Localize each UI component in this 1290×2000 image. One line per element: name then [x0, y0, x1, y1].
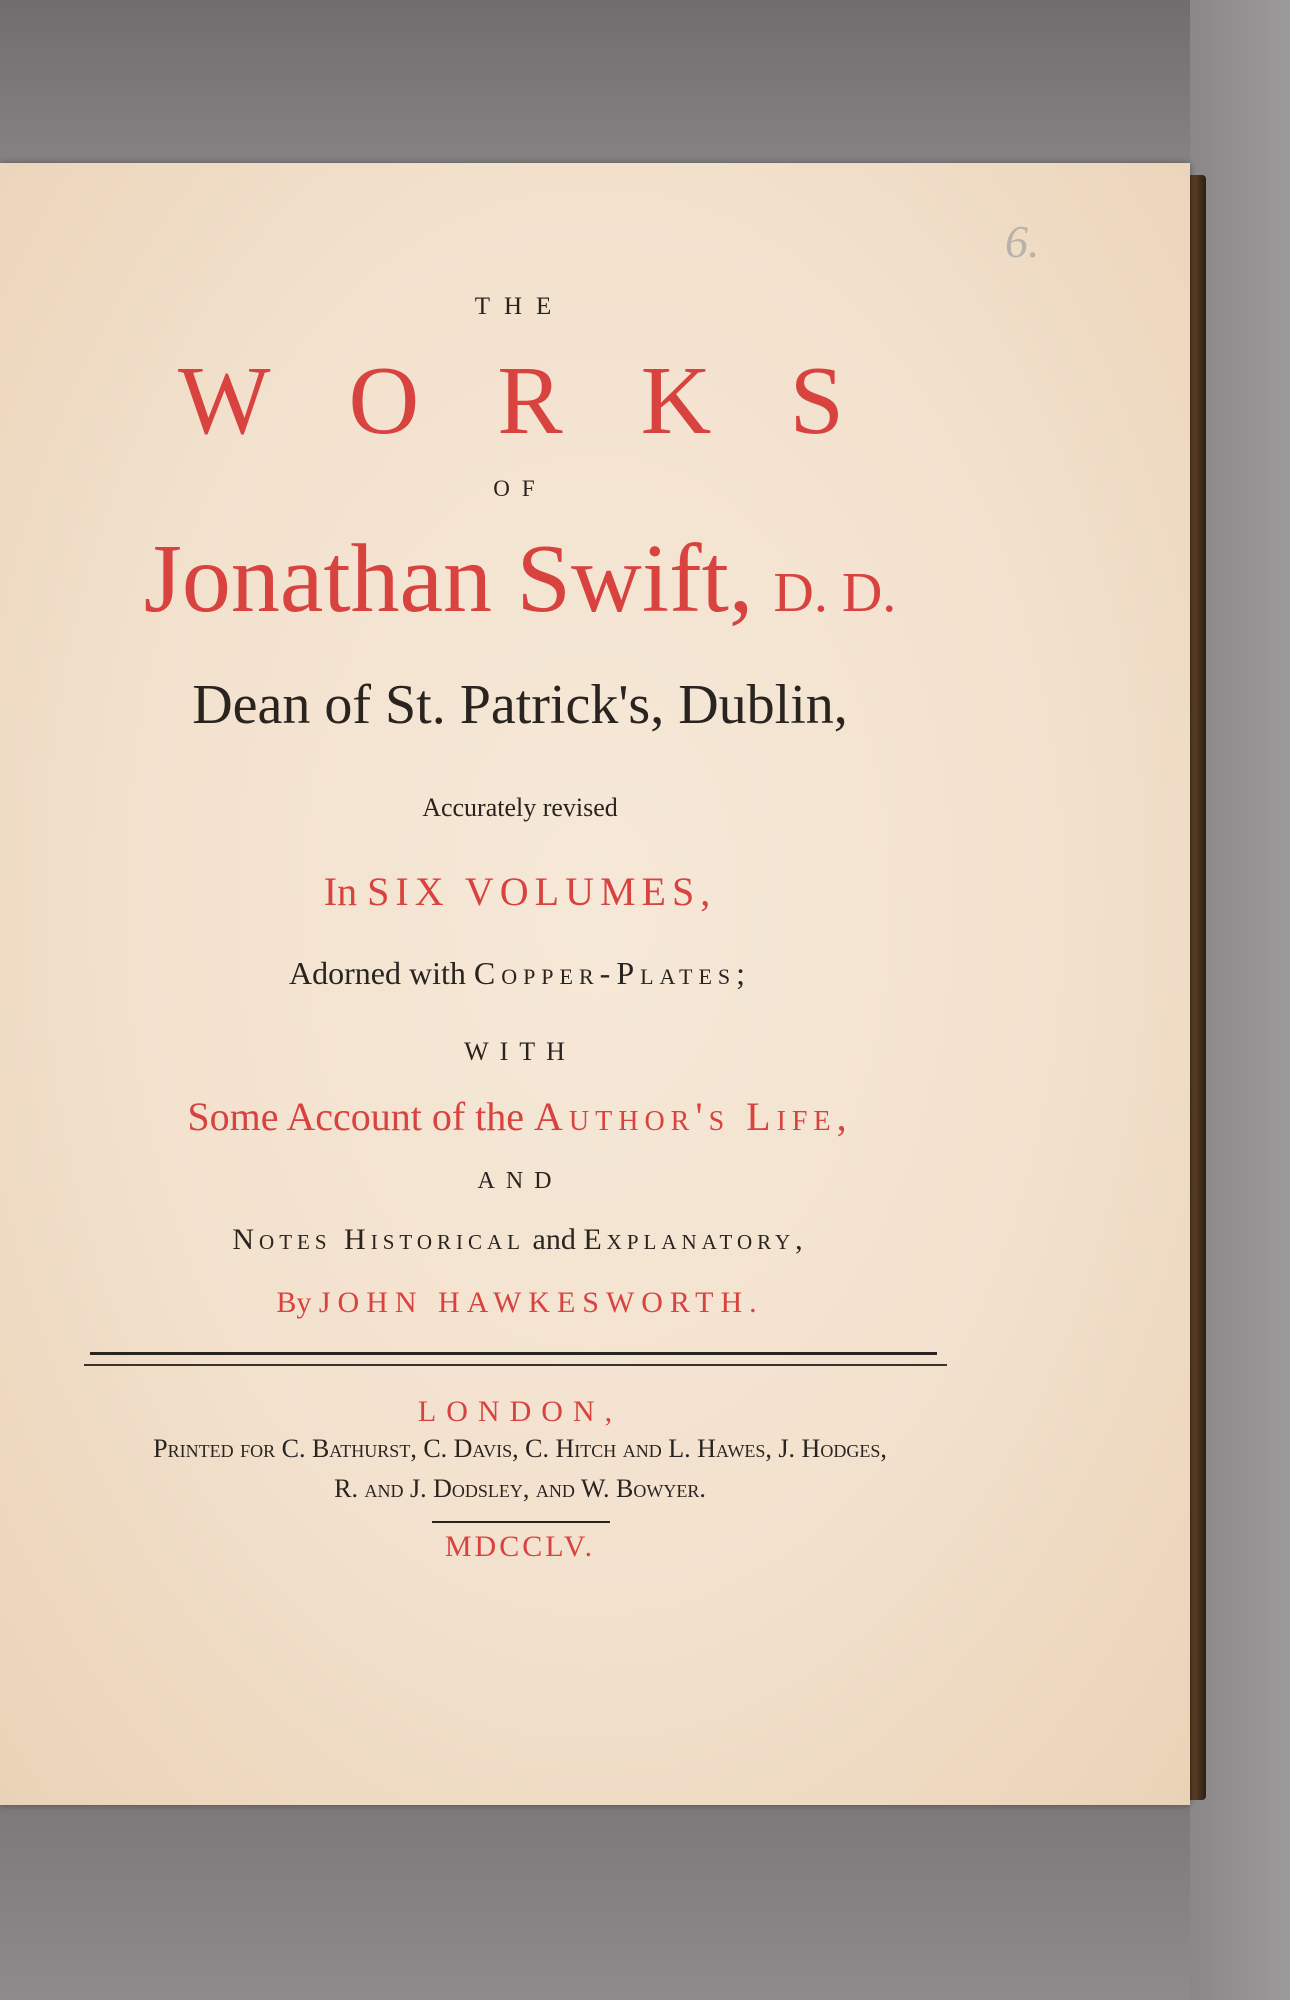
- notes-caps-2: Explanatory,: [583, 1223, 808, 1256]
- account-caps: Author's Life,: [534, 1094, 853, 1139]
- imprint-line-1: Printed for C. Bathurst, C. Davis, C. Hitch and L. Hawes, J. Hodges,: [153, 1434, 887, 1463]
- notes-line: [0, 1223, 1040, 1257]
- adorned-caps: Copper-Plates;: [473, 955, 752, 991]
- imprint-line-2: R. and J. Dodsley, and W. Bowyer.: [334, 1474, 706, 1503]
- dean-line: Dean of St. Patrick's, Dublin,: [192, 674, 848, 736]
- with-line: WITH: [464, 1037, 576, 1066]
- revised-line: Accurately revised: [422, 793, 618, 822]
- double-rule-bottom: [84, 1364, 947, 1366]
- account-text: Some Account of the: [187, 1094, 525, 1139]
- author-line: [0, 523, 1040, 635]
- heading-of: OF: [493, 476, 547, 501]
- volumes-line: [0, 868, 1040, 915]
- heading-the: THE: [474, 293, 566, 320]
- pencil-mark: 6.: [1005, 216, 1040, 267]
- adorned-line: [0, 955, 1040, 992]
- account-line: [0, 1093, 1040, 1140]
- double-rule-top: [90, 1352, 937, 1355]
- heading-works: WORKS: [178, 347, 922, 455]
- editor-name: JOHN HAWKESWORTH.: [318, 1286, 764, 1319]
- notes-caps-1: Notes Historical: [232, 1223, 525, 1256]
- and-line: AND: [477, 1168, 563, 1194]
- notes-and: and: [532, 1223, 576, 1256]
- editor-line: [0, 1286, 1040, 1320]
- author-name: Jonathan Swift,: [143, 525, 754, 633]
- imprint-city: LONDON,: [417, 1395, 623, 1428]
- volumes-prefix: In: [323, 869, 358, 914]
- editor-by: By: [276, 1286, 312, 1319]
- backdrop-bottom: [0, 1800, 1290, 2000]
- author-degree: D. D.: [773, 562, 897, 624]
- adorned-text: Adorned with: [288, 955, 466, 991]
- imprint-date: MDCCLV.: [444, 1530, 596, 1563]
- short-rule: [432, 1521, 610, 1523]
- volumes-main: SIX VOLUMES,: [367, 869, 717, 914]
- backdrop-top: [0, 0, 1290, 170]
